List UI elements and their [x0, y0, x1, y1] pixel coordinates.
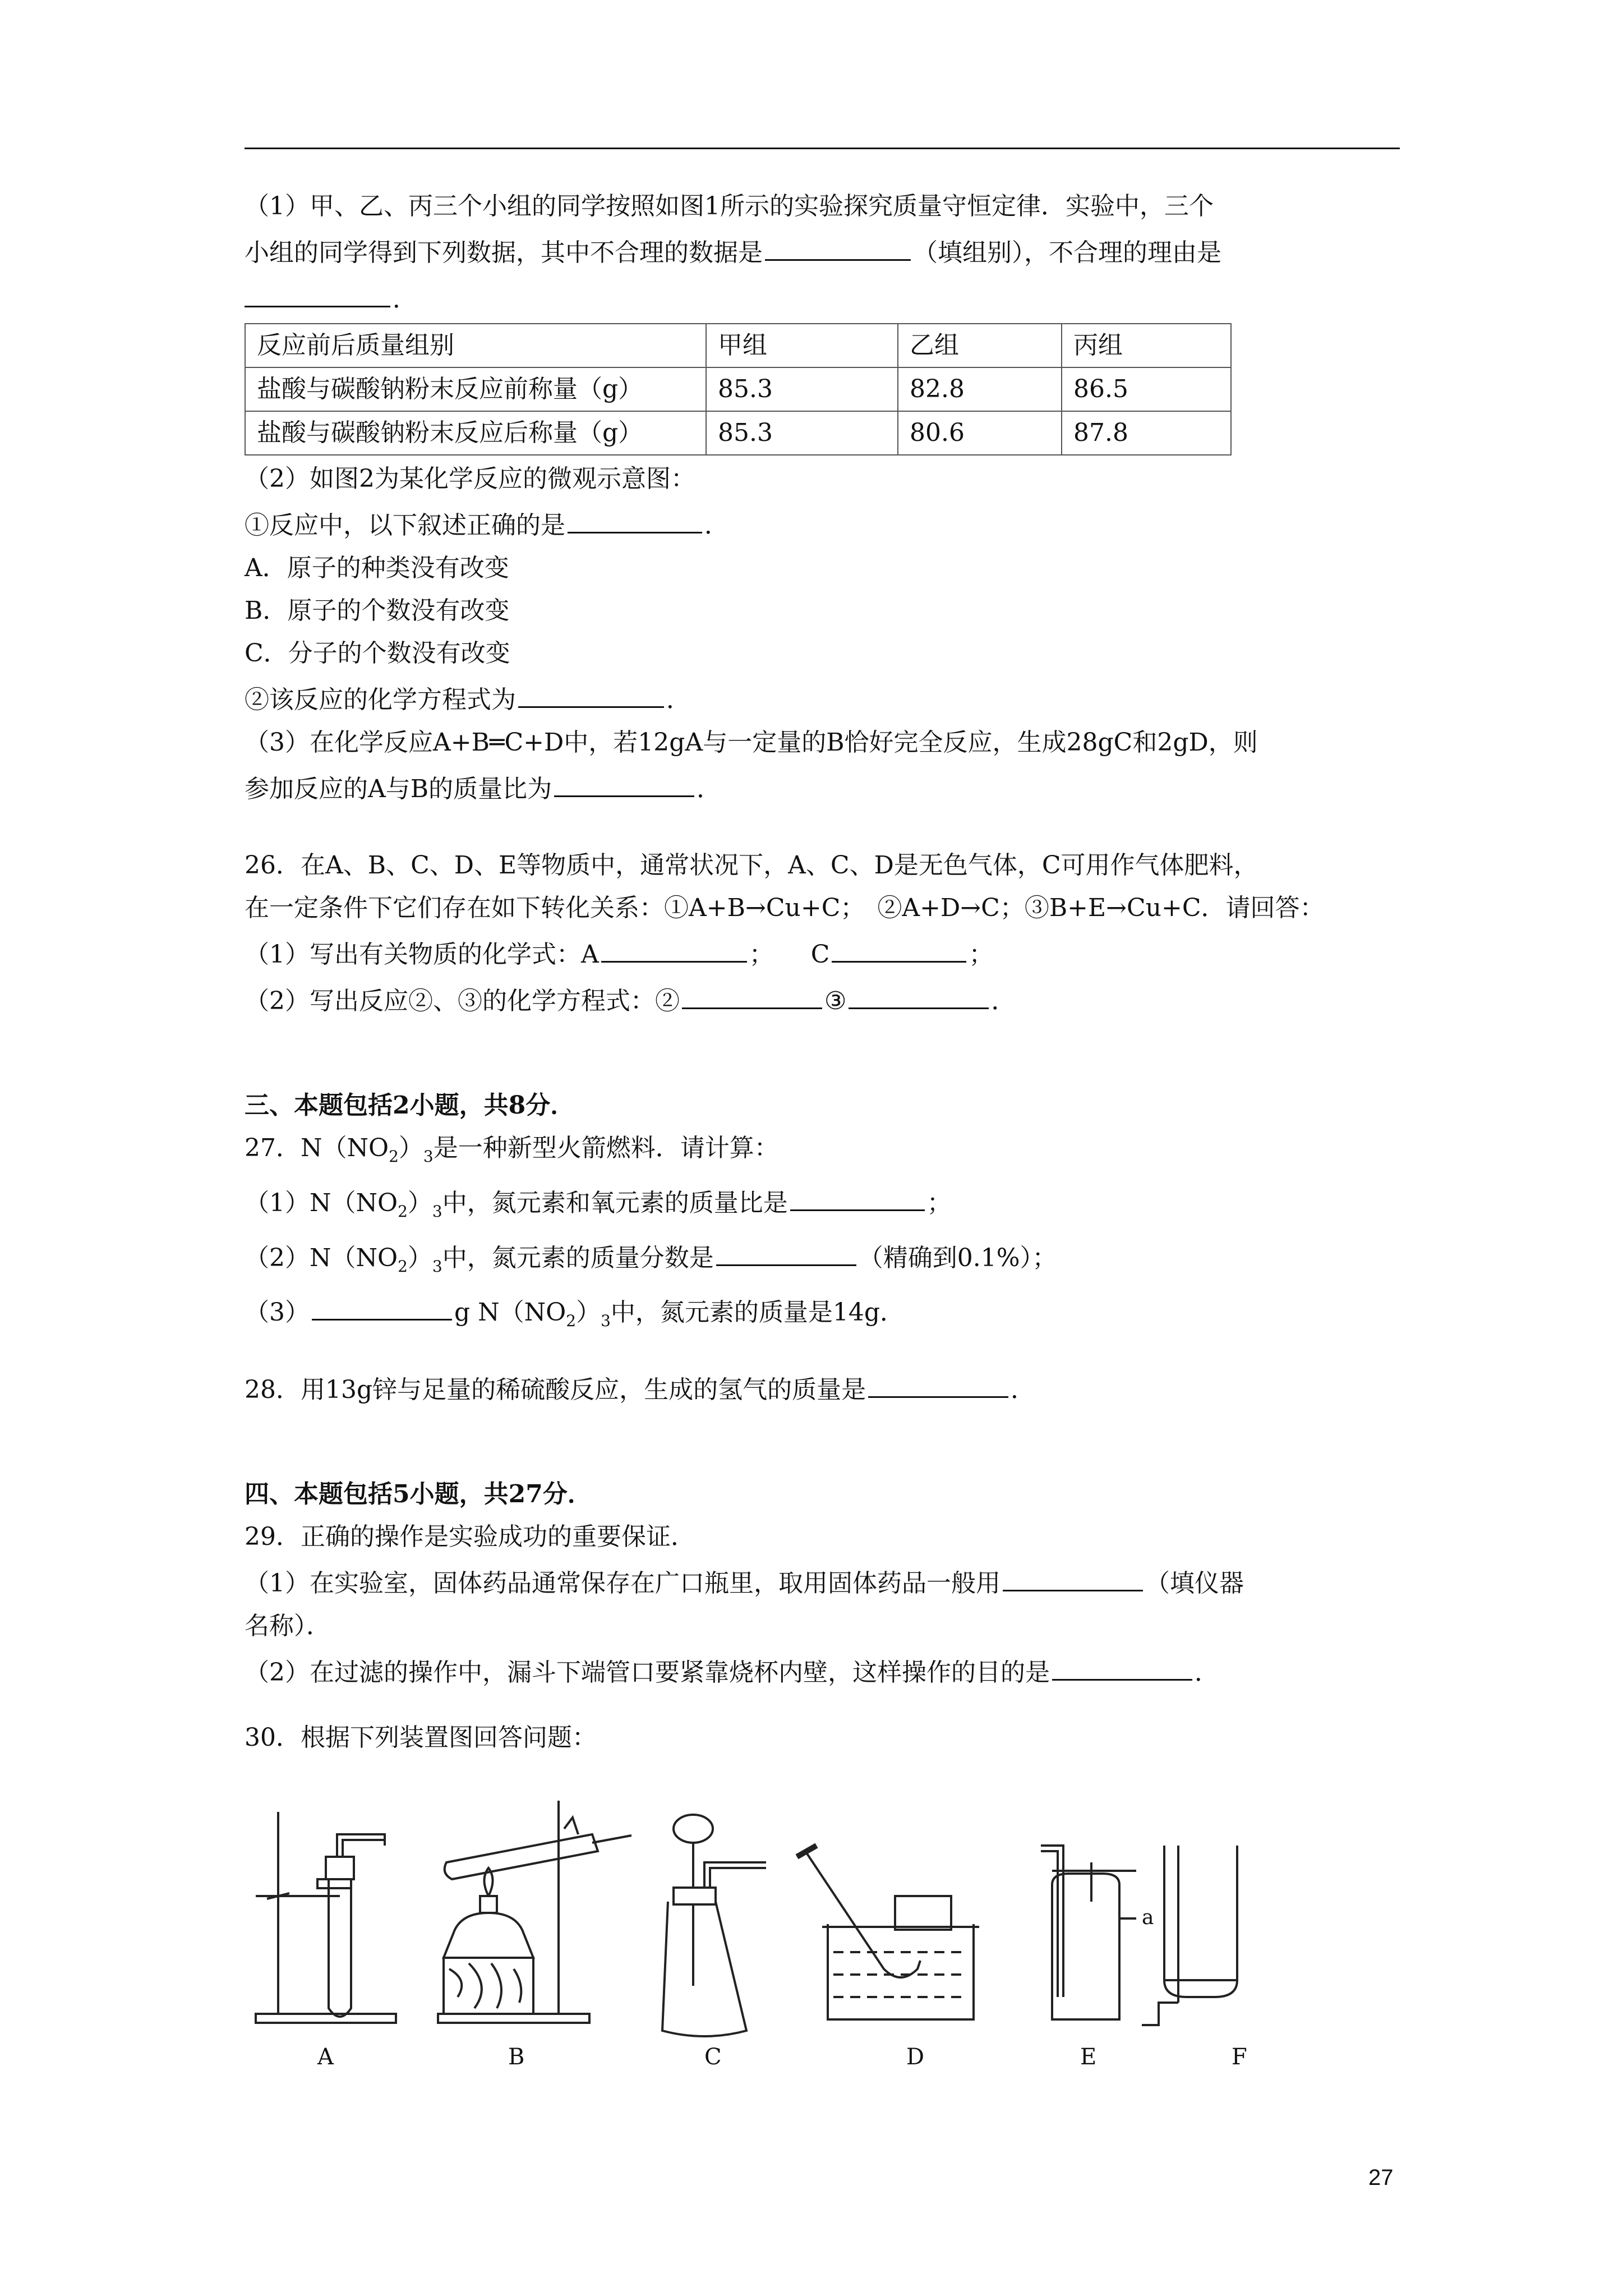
section-3-heading: 三、本题包括2小题，共8分． — [245, 1091, 575, 1120]
q25-p2-q1: ①反应中，以下叙述正确的是 ． — [245, 500, 1400, 547]
apparatus-label: F — [1232, 2044, 1247, 2070]
q28: 28．用13g锌与足量的稀硫酸反应，生成的氢气的质量是 ． — [245, 1365, 1400, 1411]
table-cell: 85.3 — [706, 367, 898, 411]
apparatus-label: D — [906, 2044, 925, 2070]
answer-blank[interactable] — [716, 1233, 856, 1266]
q25-p1-line1: （1）甲、乙、丙三个小组的同学按照如图1所示的实验探究质量守恒定律．实验中，三个 — [245, 192, 1214, 220]
table-cell: 86.5 — [1062, 367, 1231, 411]
page-content — [245, 185, 1400, 1759]
answer-blank[interactable] — [1052, 1648, 1192, 1681]
apparatus-a-stand-tube — [256, 1812, 396, 2023]
answer-blank[interactable] — [790, 1178, 925, 1211]
q25-p2-intro: （2）如图2为某化学反应的微观示意图： — [245, 464, 695, 493]
table-header-row — [245, 324, 1231, 367]
answer-blank[interactable] — [568, 500, 702, 533]
table-header-cell: 甲组 — [706, 324, 898, 367]
q29-part2: （2）在过滤的操作中，漏斗下端管口要紧靠烧杯内壁，这样操作的目的是 ． — [245, 1648, 1400, 1694]
option-c: C．分子的个数没有改变 — [245, 639, 510, 668]
answer-blank[interactable] — [312, 1287, 452, 1320]
apparatus-label: B — [508, 2044, 525, 2070]
option-a: A．原子的种类没有改变 — [245, 554, 509, 582]
q25-p2-q2: ②该反应的化学方程式为 ． — [245, 675, 1400, 721]
port-annotation: a — [1142, 1906, 1154, 1929]
q25-p3-line2: 参加反应的A与B的质量比为 ． — [245, 764, 1400, 811]
answer-blank[interactable] — [765, 228, 911, 261]
table-cell: 盐酸与碳酸钠粉末反应后称量（g） — [245, 411, 706, 455]
q27-part1: $(1)N(NO_2)_3$中，氮元素和氧元素的质量比是 ； — [245, 1178, 1400, 1233]
apparatus-figure — [245, 1795, 1400, 2087]
apparatus-e-bottle — [1041, 1846, 1136, 2019]
apparatus-label: E — [1080, 2044, 1097, 2070]
mass-data-table — [245, 323, 1232, 455]
q27-part2: $(2)N(NO_2)_3$中，氮元素的质量分数是 （精确到0.1%）； — [245, 1233, 1400, 1288]
q29-line1: 29．正确的操作是实验成功的重要保证． — [245, 1522, 695, 1552]
table-row — [245, 367, 1231, 411]
q27-line1: 27．$N(NO_2)_3$是一种新型火箭燃料．请计算： — [245, 1134, 779, 1166]
apparatus-b-heating — [438, 1801, 631, 2023]
apparatus-f-bottle — [1142, 1846, 1237, 2025]
answer-blank[interactable] — [682, 976, 822, 1009]
answer-blank[interactable] — [832, 930, 966, 963]
answer-blank[interactable] — [601, 930, 747, 963]
table-row — [245, 411, 1231, 455]
header-rule — [245, 148, 1400, 149]
section-4-heading: 四、本题包括5小题，共27分． — [245, 1480, 592, 1509]
answer-blank[interactable] — [245, 274, 390, 307]
answer-blank[interactable] — [554, 764, 694, 797]
answer-blank[interactable] — [518, 675, 664, 708]
q26-line2: 在一定条件下它们存在如下转化关系：①A+B→Cu+C； ②A+D→C；③B+E→Cu+C．请回答： — [245, 894, 1325, 922]
q26-line1: 26．在A、B、C、D、E等物质中，通常状况下，A、C、D是无色气体，C可用作气体肥料， — [245, 851, 1258, 880]
page-number: 27 — [1368, 2165, 1394, 2190]
table-cell: 盐酸与碳酸钠粉末反应前称量（g） — [245, 367, 706, 411]
table-cell: 82.8 — [898, 367, 1062, 411]
q25-p1-line2: 小组的同学得到下列数据，其中不合理的数据是 （填组别），不合理的理由是 — [245, 228, 1400, 274]
answer-blank[interactable] — [849, 976, 989, 1009]
q27-part3: （3） g $N(NO_2)_3$中，氮元素的质量是14g． — [245, 1287, 1400, 1342]
table-header-cell: 乙组 — [898, 324, 1062, 367]
answer-blank[interactable] — [1003, 1558, 1143, 1591]
table-header-cell: 反应前后质量组别 — [245, 324, 706, 367]
table-cell: 87.8 — [1062, 411, 1231, 455]
table-header-cell: 丙组 — [1062, 324, 1231, 367]
table-cell: 80.6 — [898, 411, 1062, 455]
q25-p1-line3: ． — [245, 274, 1400, 321]
q30: 30．根据下列装置图回答问题： — [245, 1723, 597, 1752]
answer-blank[interactable] — [868, 1365, 1008, 1398]
apparatus-d-trough — [797, 1846, 979, 2019]
apparatus-c-flask — [662, 1815, 766, 2036]
apparatus-label: C — [704, 2044, 722, 2070]
option-b: B．原子的个数没有改变 — [245, 596, 510, 625]
apparatus-label: A — [317, 2044, 334, 2070]
q29-part1: （1）在实验室，固体药品通常保存在广口瓶里，取用固体药品一般用 （填仪器 — [245, 1558, 1400, 1605]
q25-p3-line1: （3）在化学反应A+B═C+D中，若12gA与一定量的B恰好完全反应，生成28gC和2gD，则 — [245, 728, 1258, 757]
q26-line4: （2）写出反应②、③的化学方程式：② ③ ． — [245, 976, 1400, 1023]
q29-part1-cont: 名称）． — [245, 1612, 331, 1641]
table-cell: 85.3 — [706, 411, 898, 455]
q26-line3: （1）写出有关物质的化学式：A ； C ； — [245, 930, 1400, 976]
